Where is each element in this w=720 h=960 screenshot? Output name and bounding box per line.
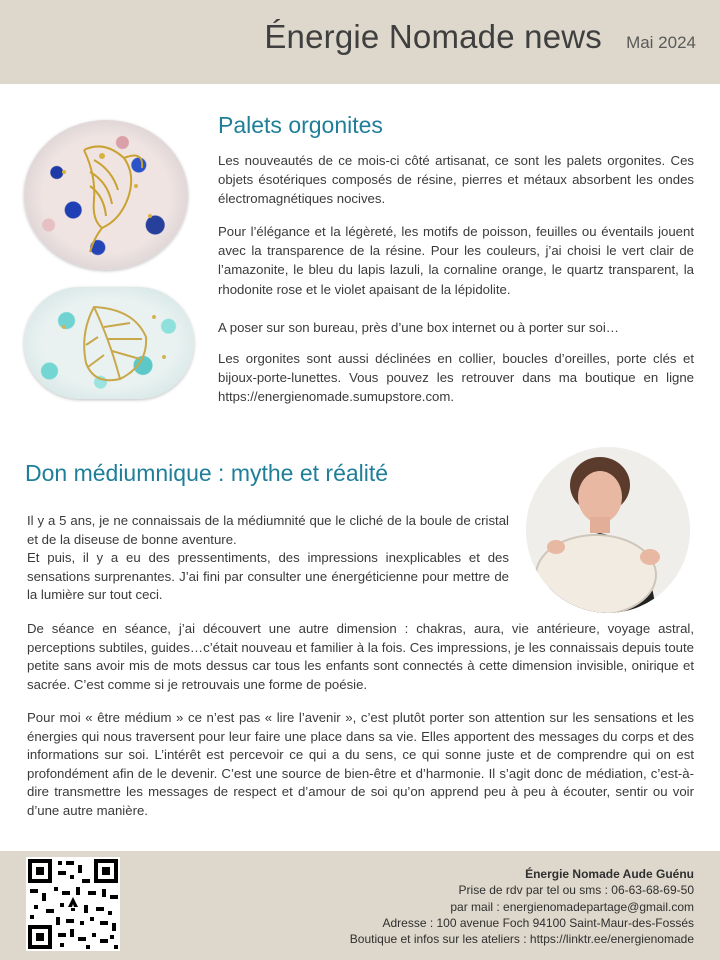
author-portrait (526, 447, 690, 613)
fish-motif-icon (24, 120, 188, 270)
qr-code-icon (26, 857, 120, 951)
header-band (0, 0, 720, 84)
mediumnique-paragraph-4: Pour moi « être médium » ce n’est pas « lire l’avenir », c’est plutôt porter son attention sur les sensations et les énergies qui nous traversent pour leur faire une place dans sa vie. Elles apportent des messages du corps et des informations sur soi. L’intérêt est percevoir ce qui a du sens, ce qui sonne juste et de comprendre qui on est profondément afin de le devenir. C’est une source de bien-être et d’harmonie. Il s’agit donc de médiation, c’est-à-dire transmettre les messages de respect et d’amour de soi qu’on apprend peu à peu à écouter, sentir ou voir d’une autre manière. (27, 710, 694, 818)
orgonites-paragraph-2: Pour l’élégance et la légèreté, les motifs de poisson, feuilles ou éventails jouent avec la transparence de la résine. Pour les couleurs, j’ai choisi le vert clair de l’amazonite, le bleu du lapis lazuli, la cornaline orange, le quartz transparent, la rhodonite rose et le violet apaisant de la lépidolite. (218, 224, 694, 297)
footer-phone: Prise de rdv par tel ou sms : 06-63-68-69-50 (458, 883, 694, 898)
newsletter-title: Énergie Nomade news (264, 18, 602, 55)
footer-link[interactable]: Boutique et infos sur les ateliers : https://linktr.ee/energienomade (349, 932, 694, 947)
orgonites-paragraph-3: A poser sur son bureau, près d’une box internet ou à porter sur soi… (218, 320, 619, 335)
orgonite-leaf-image (24, 287, 194, 399)
orgonites-paragraph-1: Les nouveautés de ce mois-ci côté artisanat, ce sont les palets orgonites. Ces objets ésotériques composés de résine, pierres et métaux absorbent les ondes électromagnétiques nocives. (218, 153, 694, 207)
mediumnique-paragraph-1: Il y a 5 ans, je ne connaissais de la médiumnité que le cliché de la boule de cristal et de la diseuse de bonne aventure. (27, 513, 509, 547)
orgonite-fish-image (24, 120, 188, 270)
section-title-mediumnique: Don médiumnique : mythe et réalité (25, 460, 389, 486)
qr-code[interactable] (26, 857, 120, 951)
section-title-orgonites: Palets orgonites (218, 112, 383, 138)
portrait-illustration-icon (526, 447, 690, 613)
contact-block (350, 866, 694, 947)
footer-brand: Énergie Nomade Aude Guénu (525, 867, 694, 881)
orgonites-paragraph-4: Les orgonites sont aussi déclinées en collier, boucles d’oreilles, porte clés et bijoux-porte-lunettes. Vous pouvez les retrouver dans ma boutique en ligne https://energienomade.sumupstore.com. (218, 351, 694, 405)
issue-date: Mai 2024 (626, 33, 696, 52)
footer-address: Adresse : 100 avenue Foch 94100 Saint-Maur-des-Fossés (382, 915, 694, 930)
leaf-motif-icon (24, 287, 194, 399)
mediumnique-paragraph-2: Et puis, il y a eu des pressentiments, des impressions inexplicables et des sensations surprenantes. J’ai fini par consulter une énergéticienne pour mettre de la lumière sur tout ceci. (27, 550, 509, 602)
mediumnique-paragraph-3: De séance en séance, j’ai découvert une autre dimension : chakras, aura, vie antérieure, voyage astral, perceptions subtiles, guides…c’était nouveau et familier à la fois. Ces impressions, je les connaissais depuis toute petite sans avoir mis de mots dessus car tous les enfants sont connectés à cette dimension invisible, onirique et sacrée. C’est comme si je retrouvais une forme de poésie. (27, 621, 694, 692)
footer-email: par mail : energienomadepartage@gmail.com (450, 899, 694, 914)
